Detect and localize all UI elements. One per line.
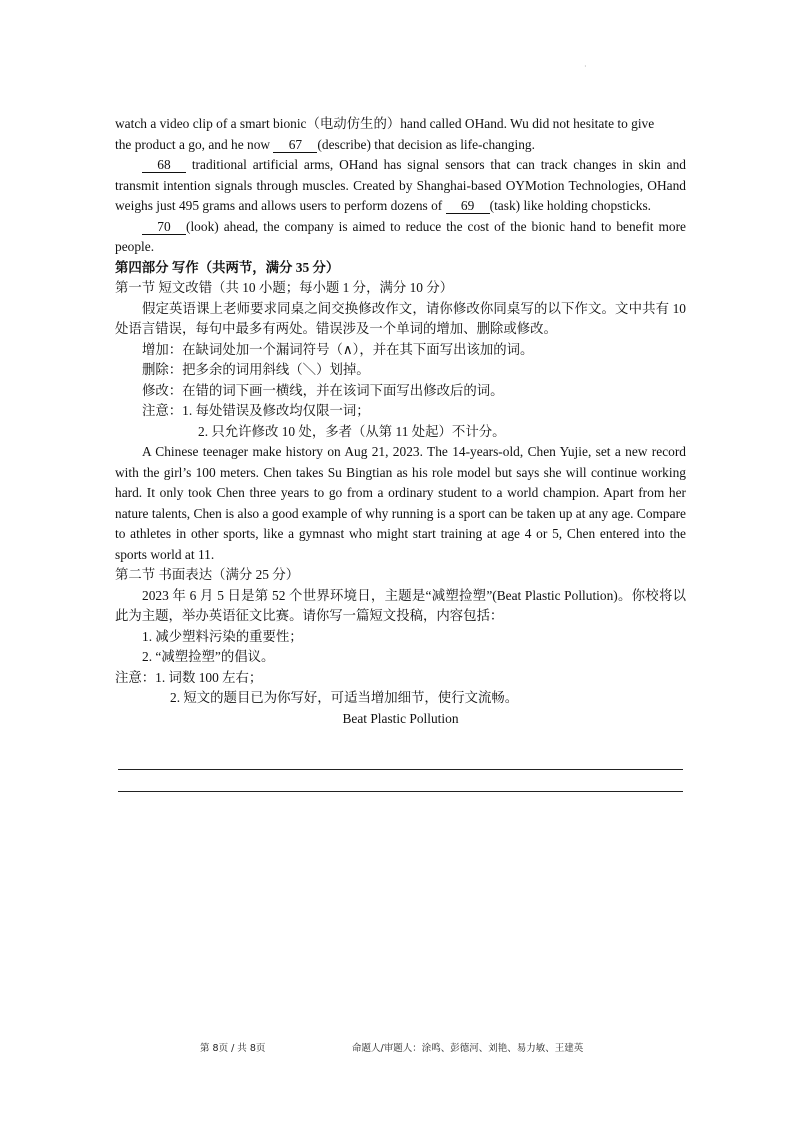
- error-correction-passage: A Chinese teenager make history on Aug 21, 2023. The 14-years-old, Chen Yujie, set a new record with the girl’s 100 meters. Chen takes Su Bingtian as his role model but says she will continue working hard. It only took Chen three years to go from a ordinary student to a world champion. Apart from her nature talents, Chen is also a good example of why running is a sport can be taken up at any age. Compare to athletes in other sports, like a gymnast who might start training at age 4 or 5, Chen entered into the sports world at 11.: [115, 444, 686, 562]
- blank-69[interactable]: 69: [446, 198, 490, 214]
- section1-note-1: 注意：1. 每处错误及修改均仅限一词；: [142, 403, 370, 418]
- section2-item-2: 2. “减塑捡塑”的倡议。: [142, 649, 275, 664]
- part4-heading: 第四部分 写作（共两节，满分 35 分）: [115, 259, 340, 275]
- paragraph-1-text: watch a video clip of a smart bionic（电动仿生的）hand called OHand. Wu did not hesitate to give: [115, 116, 655, 131]
- section1-heading: 第一节 短文改错（共 10 小题；每小题 1 分，满分 10 分）: [115, 280, 454, 295]
- paragraph-1-text-3: (describe) that decision as life-changing.: [317, 136, 535, 152]
- paragraph-3-text: (look) ahead, the company is aimed to reduce the cost of the bionic hand to benefit more people.: [115, 218, 686, 254]
- section1-rule-modify: 修改：在错的词下画一横线，并在该词下面写出修改后的词。: [142, 382, 504, 398]
- section1-intro: 假定英语课上老师要求同桌之间交换修改作文，请你修改你同桌写的以下作文。文中共有 10 处语言错误，每句中最多有两处。错误涉及一个单词的增加、删除或修改。: [115, 300, 686, 336]
- section1-note-2: 2. 只允许修改 10 处，多者（从第 11 处起）不计分。: [198, 423, 506, 439]
- paragraph-2: [115, 155, 686, 217]
- blank-70[interactable]: 70: [142, 219, 186, 235]
- answer-line-2[interactable]: [118, 791, 683, 792]
- footer-page-number: 第 8页 / 共 8页: [200, 1043, 266, 1054]
- paragraph-3: [115, 217, 686, 258]
- section2-intro: 2023 年 6 月 5 日是第 52 个世界环境日，主题是“减塑捡塑”(Beat Plastic Pollution)。你校将以此为主题，举办英语征文比赛。请你写一篇短文投稿，内容包括：: [115, 587, 686, 623]
- paragraph-2-text-2: (task) like holding chopsticks.: [489, 198, 652, 213]
- paragraph-2-text: traditional artificial arms, OHand has signal sensors that can track changes in skin and transmit intention signals through muscles. Created by Shanghai-based OYMotion Technologies, OHand weighs just 495 grams and allows users to perform dozens of: [115, 157, 686, 213]
- essay-title: Beat Plastic Pollution: [342, 710, 459, 726]
- blank-68[interactable]: 68: [142, 157, 186, 173]
- section2-note-2: 2. 短文的题目已为你写好，可适当增加细节，使行文流畅。: [170, 690, 519, 705]
- paragraph-1-line-1: [115, 114, 686, 135]
- section2-heading: 第二节 书面表达（满分 25 分）: [115, 567, 300, 582]
- blank-67[interactable]: 67: [273, 137, 317, 153]
- footer-authors: 命题人/审题人：涂鸣、彭德河、刘艳、易力敏、王建英: [352, 1043, 584, 1054]
- paragraph-1-line-2: [115, 135, 686, 156]
- section1-rule-add: 增加：在缺词处加一个漏词符号（∧），并在其下面写出该加的词。: [142, 341, 534, 357]
- page-content: [115, 114, 686, 729]
- section2-note-1: 注意：1. 词数 100 左右；: [115, 669, 263, 685]
- top-mark: ·: [584, 62, 587, 71]
- section1-rule-delete: 删除：把多余的词用斜线（＼）划掉。: [142, 362, 370, 377]
- answer-line-1[interactable]: [118, 769, 683, 770]
- paragraph-1-text-2: the product a go, and he now: [115, 136, 274, 152]
- section2-item-1: 1. 减少塑料污染的重要性；: [142, 628, 303, 644]
